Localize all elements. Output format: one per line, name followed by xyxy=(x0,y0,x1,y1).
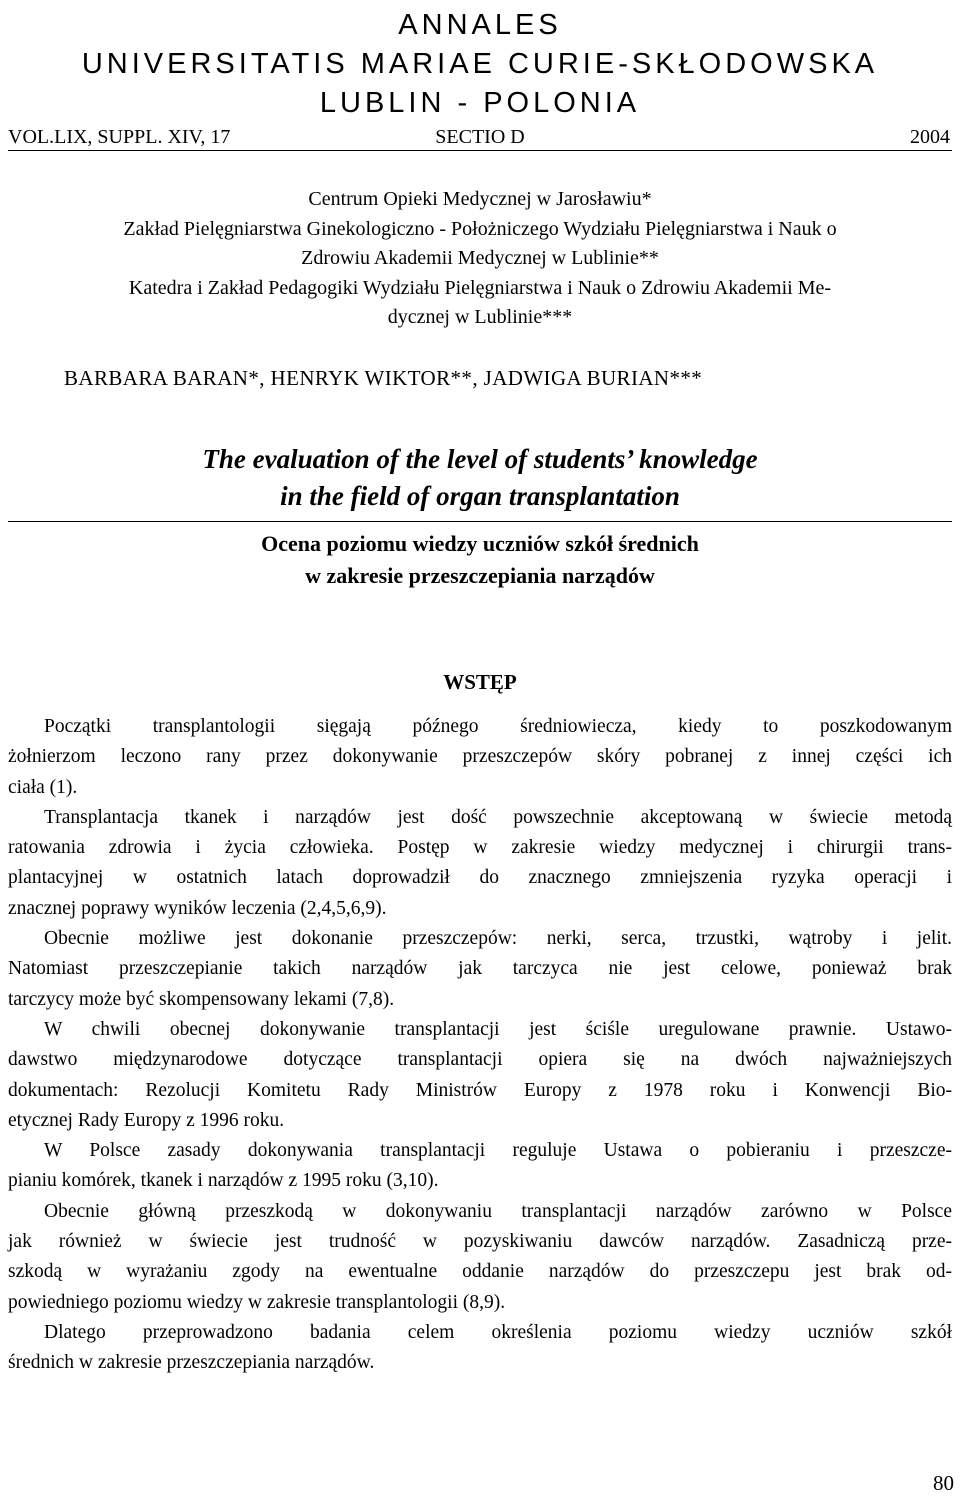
body-line: W Polsce zasady dokonywania transplantacji reguluje Ustawa o pobieraniu i przeszcze- xyxy=(44,1140,952,1162)
masthead-line-university: UNIVERSITATIS MARIAE CURIE-SKŁODOWSKA xyxy=(81,48,879,80)
body-line: W chwili obecnej dokonywanie transplantacji jest ściśle uregulowane prawnie. Ustawo- xyxy=(44,1018,952,1040)
volume-label: VOL.LIX, SUPPL. XIV, 17 xyxy=(8,126,231,148)
body-line: Dlatego przeprowadzono badania celem określenia poziomu wiedzy uczniów szkół xyxy=(44,1321,952,1343)
body-line: Obecnie możliwe jest dokonanie przeszczepów: nerki, serca, trzustki, wątroby i jelit. xyxy=(44,928,952,950)
body-line: dokumentach: Rezolucji Komitetu Rady Ministrów Europy z 1978 roku i Konwencji Bio- xyxy=(8,1079,952,1101)
polish-title xyxy=(8,528,952,592)
body-line: tarczycy może być skompensowany lekami (7,8). xyxy=(8,988,395,1010)
body-line: żołnierzom leczono rany przez dokonywanie przeszczepów skóry pobranej z innej części ich xyxy=(8,746,952,768)
body-line: Obecnie główną przeszkodą w dokonywaniu transplantacji narządów zarówno w Polsce xyxy=(44,1200,952,1222)
body-line: Natomiast przeszczepianie takich narządów jak tarczyca nie jest celowe, ponieważ brak xyxy=(8,958,952,980)
affiliations-block xyxy=(20,185,940,333)
body-line: jak również w świecie jest trudność w pozyskiwaniu dawców narządów. Zasadniczą prze- xyxy=(8,1231,952,1253)
affiliation-line: Zakład Pielęgniarstwa Ginekologiczno - Położniczego Wydziału Pielęgniarstwa i Nauk o xyxy=(123,217,837,240)
english-title xyxy=(8,441,952,522)
journal-masthead xyxy=(8,6,952,123)
section-heading: WSTĘP xyxy=(443,670,517,694)
body-line: średnich w zakresie przeszczepiania narządów. xyxy=(8,1352,375,1374)
body-line: szkodą w wyrażaniu zgody na ewentualne oddanie narządów do przeszczepu jest brak od- xyxy=(8,1261,952,1283)
body-line: dawstwo międzynarodowe dotyczące transplantacji opiera się na dwóch najważniejszych xyxy=(8,1049,952,1071)
year-label: 2004 xyxy=(910,126,950,148)
journal-info-bar xyxy=(8,124,952,151)
section-label: SECTIO D xyxy=(435,126,525,148)
body-line: Transplantacja tkanek i narządów jest dość powszechnie akceptowaną w świecie metodą xyxy=(44,806,952,828)
body-line: powiedniego poziomu wiedzy w zakresie transplantologii (8,9). xyxy=(8,1291,506,1313)
body-line: znacznej poprawy wyników leczenia (2,4,5,6,9). xyxy=(8,897,387,919)
affiliation-line: dycznej w Lublinie*** xyxy=(387,306,573,328)
page-number: 80 xyxy=(933,1471,954,1495)
affiliation-line: Centrum Opieki Medycznej w Jarosławiu* xyxy=(308,188,652,210)
body-line: etycznej Rady Europy z 1996 roku. xyxy=(8,1109,285,1131)
body-line: pianiu komórek, tkanek i narządów z 1995 roku (3,10). xyxy=(8,1170,439,1192)
masthead-line-city: LUBLIN - POLONIA xyxy=(319,87,641,119)
body-line: plantacyjnej w ostatnich latach doprowadził do znacznego zmniejszenia ryzyka operacji i xyxy=(8,867,952,889)
masthead-line-annales: ANNALES xyxy=(398,9,562,41)
affiliation-line: Katedra i Zakład Pedagogiki Wydziału Pielęgniarstwa i Nauk o Zdrowiu Akademii Me- xyxy=(128,276,832,299)
english-title-line: in the field of organ transplantation xyxy=(280,481,680,511)
body-line: Początki transplantologii sięgają późnego średniowiecza, kiedy to poszkodowanym xyxy=(44,716,952,737)
authors-line: BARBARA BARAN*, HENRYK WIKTOR**, JADWIGA BURIAN*** xyxy=(64,366,703,390)
affiliation-line: Zdrowiu Akademii Medycznej w Lublinie** xyxy=(301,247,659,269)
english-title-line: The evaluation of the level of students’ knowledge xyxy=(202,444,758,474)
polish-title-line: Ocena poziomu wiedzy uczniów szkół średnich xyxy=(261,531,699,556)
body-line: ratowania zdrowia i życia człowieka. Postęp w zakresie wiedzy medycznej i chirurgii trans- xyxy=(8,837,952,859)
body-text xyxy=(8,712,952,1379)
body-line: ciała (1). xyxy=(8,776,78,798)
polish-title-line: w zakresie przeszczepiania narządów xyxy=(305,563,655,588)
